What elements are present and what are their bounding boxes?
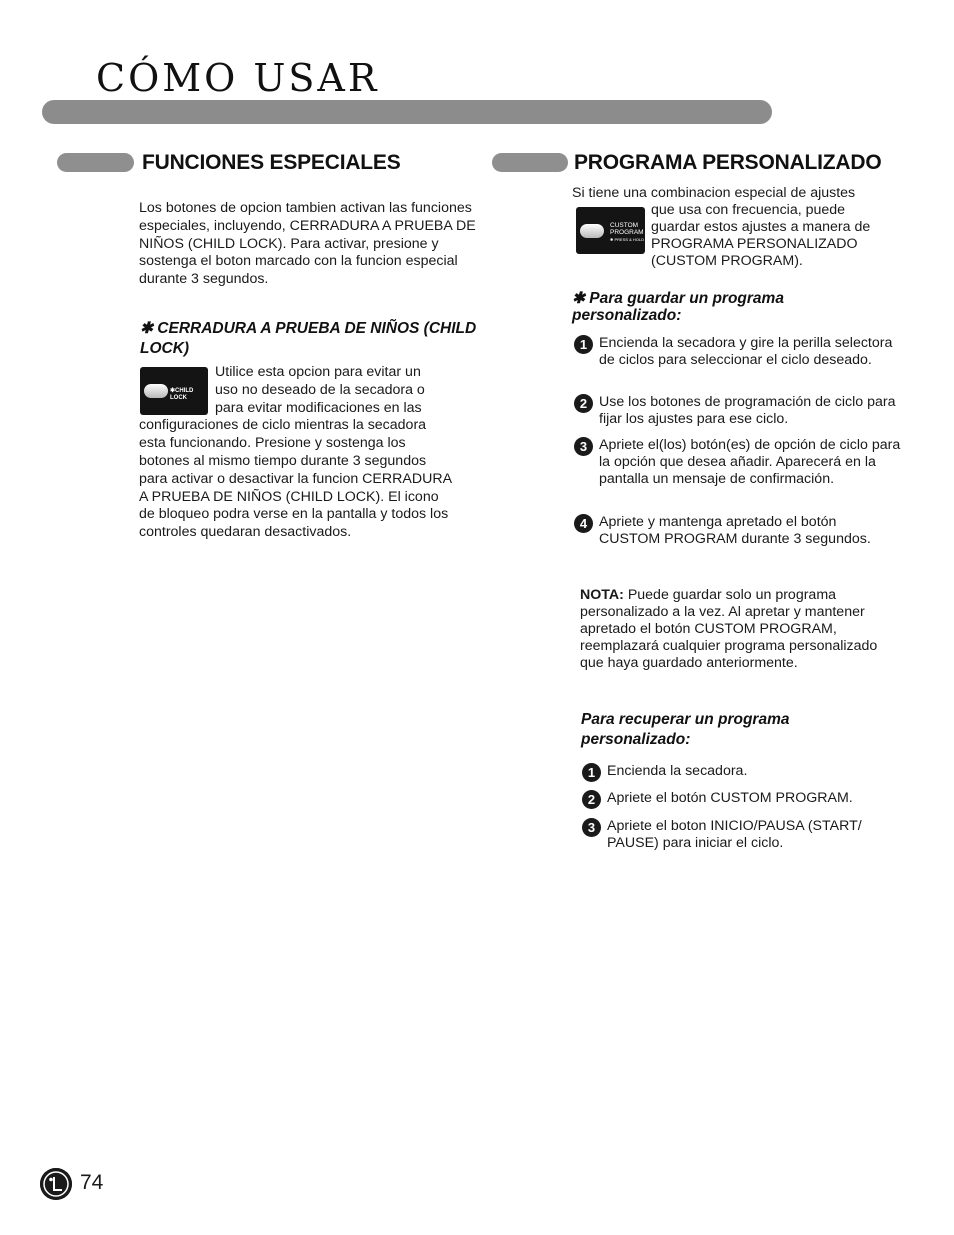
child-lock-line: para activar o desactivar la funcion CERRADURA bbox=[139, 470, 453, 487]
step-number-badge: 4 bbox=[574, 514, 593, 533]
programa-intro-wrapped bbox=[651, 202, 911, 270]
step-number-badge: 2 bbox=[582, 790, 601, 809]
note-label: NOTA: bbox=[580, 587, 624, 603]
child-lock-line: Utilice esta opcion para evitar un bbox=[215, 364, 421, 380]
step-text: Apriete el botón CUSTOM PROGRAM. bbox=[607, 790, 853, 806]
step-text: Apriete el(los) botón(es) de opción de ciclo para la opción que desea añadir. Aparecerá en la pantalla un mensaje de confirmación. bbox=[599, 437, 901, 487]
programa-intro-line: Si tiene una combinacion especial de ajustes bbox=[572, 185, 856, 201]
step-text: Encienda la secadora. bbox=[607, 763, 748, 779]
page-title: CÓMO USAR bbox=[96, 56, 380, 100]
child-lock-line: para evitar modificaciones en las bbox=[215, 399, 422, 416]
custom-program-panel-label-1: CUSTOM bbox=[610, 222, 639, 229]
programa-intro-line: PROGRAMA PERSONALIZADO bbox=[651, 236, 858, 252]
step-text: Use los botones de programación de ciclo para fijar los ajustes para ese ciclo. bbox=[599, 394, 896, 427]
child-lock-panel-label: ✱CHILD LOCK bbox=[170, 388, 194, 401]
child-lock-button-graphic bbox=[144, 384, 168, 398]
child-lock-text-wrapped bbox=[215, 364, 495, 417]
section-pill-left bbox=[57, 153, 134, 172]
step-text: Apriete el boton INICIO/PAUSA (START/ PAUSE) para iniciar el ciclo. bbox=[607, 818, 862, 851]
recall-step bbox=[582, 790, 902, 809]
programa-intro-first bbox=[572, 185, 912, 202]
note-text: Puede guardar solo un programa personalizado a la vez. Al apretar y mantener apretado el botón CUSTOM PROGRAM, reemplazará cualquier programa personalizado que haya guardado anteriormente. bbox=[580, 587, 878, 671]
custom-program-panel-image bbox=[576, 207, 645, 254]
child-lock-panel-image bbox=[140, 367, 208, 415]
child-lock-line: botones al mismo tiempo durante 3 segundos bbox=[139, 452, 427, 469]
step-number-badge: 3 bbox=[582, 818, 601, 837]
save-step bbox=[574, 394, 904, 428]
section-heading-funciones: FUNCIONES ESPECIALES bbox=[142, 151, 401, 174]
save-step bbox=[574, 335, 904, 369]
child-lock-line: de bloqueo podra verse en la pantalla y todos los bbox=[139, 506, 449, 523]
child-lock-line: uso no deseado de la secadora o bbox=[215, 381, 425, 398]
step-number-badge: 1 bbox=[582, 763, 601, 782]
programa-intro-line: guardar estos ajustes a manera de bbox=[651, 219, 871, 235]
save-step bbox=[574, 437, 904, 488]
custom-program-panel-label-2: PROGRAM bbox=[610, 229, 644, 236]
step-number-badge: 3 bbox=[574, 437, 593, 456]
save-program-heading: ✱ Para guardar un programa personalizado: bbox=[572, 290, 784, 324]
step-text: Encienda la secadora y gire la perilla selectora de ciclos para seleccionar el ciclo deseado. bbox=[599, 335, 893, 368]
child-lock-heading: ✱ CERRADURA A PRUEBA DE NIÑOS (CHILD LOCK) bbox=[140, 320, 477, 357]
recall-step bbox=[582, 818, 882, 852]
custom-program-panel-label-3: ✱ PRESS & HOLD bbox=[610, 237, 645, 242]
section-heading-programa: PROGRAMA PERSONALIZADO bbox=[574, 151, 882, 174]
section-pill-right bbox=[492, 153, 568, 172]
custom-program-button-graphic bbox=[580, 224, 604, 238]
child-lock-line: A PRUEBA DE NIÑOS (CHILD LOCK). El icono bbox=[139, 488, 439, 505]
lg-logo-icon bbox=[40, 1168, 72, 1200]
step-number-badge: 1 bbox=[574, 335, 593, 354]
child-lock-line: configuraciones de ciclo mientras la secadora bbox=[139, 417, 427, 434]
programa-intro-line: (CUSTOM PROGRAM). bbox=[651, 253, 803, 269]
page-number: 74 bbox=[80, 1171, 104, 1194]
child-lock-text-full bbox=[139, 417, 499, 542]
lg-logo-mark bbox=[40, 1168, 72, 1200]
step-number-badge: 2 bbox=[574, 394, 593, 413]
funciones-intro: Los botones de opcion tambien activan las funciones especiales, incluyendo, CERRADURA A PRUEBA DE NIÑOS (CHILD LOCK). Para activar, presione y sostenga el boton marcado con la funcion especial durante 3 segundos. bbox=[139, 200, 476, 288]
save-step bbox=[574, 514, 894, 548]
child-lock-line: controles quedaran desactivados. bbox=[139, 524, 352, 541]
child-lock-line: esta funcionando. Presione y sostenga los bbox=[139, 435, 406, 452]
recall-step bbox=[582, 763, 902, 782]
recall-program-heading: Para recuperar un programa personalizado: bbox=[581, 711, 790, 748]
programa-intro-line: que usa con frecuencia, puede bbox=[651, 202, 846, 218]
step-text: Apriete y mantenga apretado el botón CUSTOM PROGRAM durante 3 segundos. bbox=[599, 514, 871, 547]
note-paragraph bbox=[580, 587, 898, 672]
title-bar bbox=[42, 100, 772, 124]
